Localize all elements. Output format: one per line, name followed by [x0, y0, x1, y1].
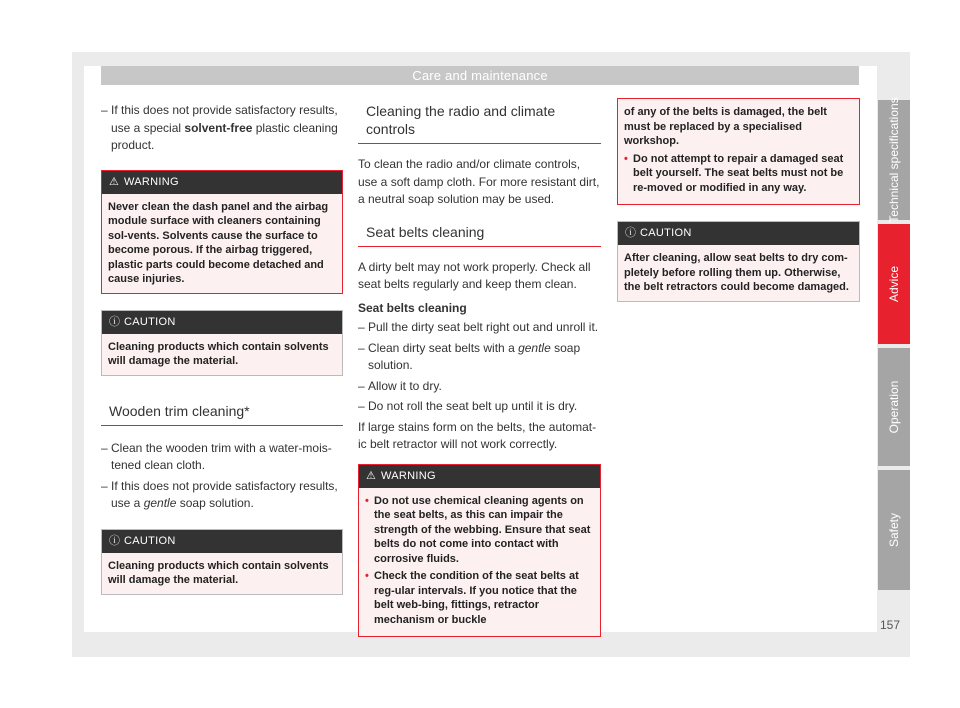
info-circle-icon: ⓘ: [625, 227, 637, 239]
section-title: Seat belts cleaning: [358, 223, 601, 247]
warning-box-continued: [617, 98, 860, 205]
chapter-header: Care and maintenance: [101, 66, 859, 85]
caution-text: After cleaning, allow seat belts to dry com-pletely before rolling them up. Otherwise, the belt retractors could become damaged.: [624, 252, 849, 293]
warning-box: [101, 170, 343, 294]
warning-header: ⚠ WARNING: [102, 171, 342, 194]
paragraph: If large stains form on the belts, the automat-ic belt retractor will not work correctly.: [358, 419, 597, 451]
warning-triangle-icon: ⚠: [109, 175, 120, 188]
caution-text: Cleaning products which contain solvents will damage the material.: [108, 559, 329, 586]
paragraph: To clean the radio and/or climate controls, use a soft damp cloth. For more resistant dirt, a neutral soap solution may be used.: [358, 157, 600, 206]
warning-item: • Check the condition of the seat belts at reg-ular intervals. If you notice that the belt web-bing, fittings, retractor mechanism or buckle: [365, 570, 579, 626]
bullet-icon: •: [365, 494, 369, 507]
caution-header: ⓘ CAUTION: [618, 222, 859, 245]
list-item: – Clean the wooden trim with a water-mois-tened clean cloth.: [101, 440, 332, 472]
paragraph: A dirty belt may not work properly. Check all seat belts regularly and keep them clean.: [358, 259, 591, 291]
warning-triangle-icon: ⚠: [366, 469, 377, 482]
caution-box: [101, 529, 343, 595]
warning-body: [618, 99, 859, 204]
warning-text: of any of the belts is damaged, the belt must be replaced by a specialised workshop.: [624, 106, 827, 147]
warning-header: ⚠ WARNING: [359, 465, 600, 488]
list-item: – If this does not provide satisfactory results, use a gentle soap solution.: [101, 478, 338, 510]
info-circle-icon: ⓘ: [109, 534, 121, 547]
caution-box: [101, 310, 343, 376]
warning-item: • Do not attempt to repair a damaged seat belt yourself. The seat belts must not be re-moved or modified in any way.: [624, 152, 844, 194]
tab-technical-specifications[interactable]: Technical specifications: [878, 100, 910, 220]
tab-safety[interactable]: Safety: [878, 470, 910, 590]
warning-body: [359, 488, 600, 637]
caution-header: ⓘ CAUTION: [102, 311, 342, 334]
list-item: – Clean dirty seat belts with a gentle soap solution.: [358, 340, 581, 372]
list-item: – If this does not provide satisfactory results, use a special solvent-free plastic cleaning product.: [101, 103, 338, 152]
tab-operation[interactable]: Operation: [878, 348, 910, 466]
list-item: – Do not roll the seat belt up until it is dry.: [358, 399, 578, 413]
warning-text: Never clean the dash panel and the airbag module surface with cleaners containing sol-vents. Solvents cause the surface to become porous. If the airbag triggered, plastic parts could become detached and cause injuries.: [108, 200, 329, 285]
list-item: – Allow it to dry.: [358, 378, 442, 393]
column-1: [101, 102, 343, 609]
warning-box: [358, 464, 601, 638]
column-3: [617, 98, 860, 316]
list-item: – Pull the dirty seat belt right out and unroll it.: [358, 320, 599, 334]
warning-item: • Do not use chemical cleaning agents on the seat belts, as this can impair the strength of the webbing. Ensure that seat belts do not come into contact with corrosive fluids.: [365, 494, 591, 565]
bullet-icon: •: [624, 152, 628, 165]
bullet-icon: •: [365, 570, 369, 582]
caution-box: [617, 221, 860, 302]
caution-header: ⓘ CAUTION: [102, 530, 342, 553]
info-circle-icon: ⓘ: [109, 315, 121, 328]
section-title: Cleaning the radio and climate controls: [358, 102, 601, 144]
section-title: Wooden trim cleaning*: [101, 402, 343, 426]
subheading: Seat belts cleaning: [358, 300, 467, 315]
tab-advice[interactable]: Advice: [878, 224, 910, 344]
caution-text: Cleaning products which contain solvents will damage the material.: [108, 340, 329, 367]
column-2: [358, 102, 601, 651]
page-number: 157: [880, 618, 901, 632]
